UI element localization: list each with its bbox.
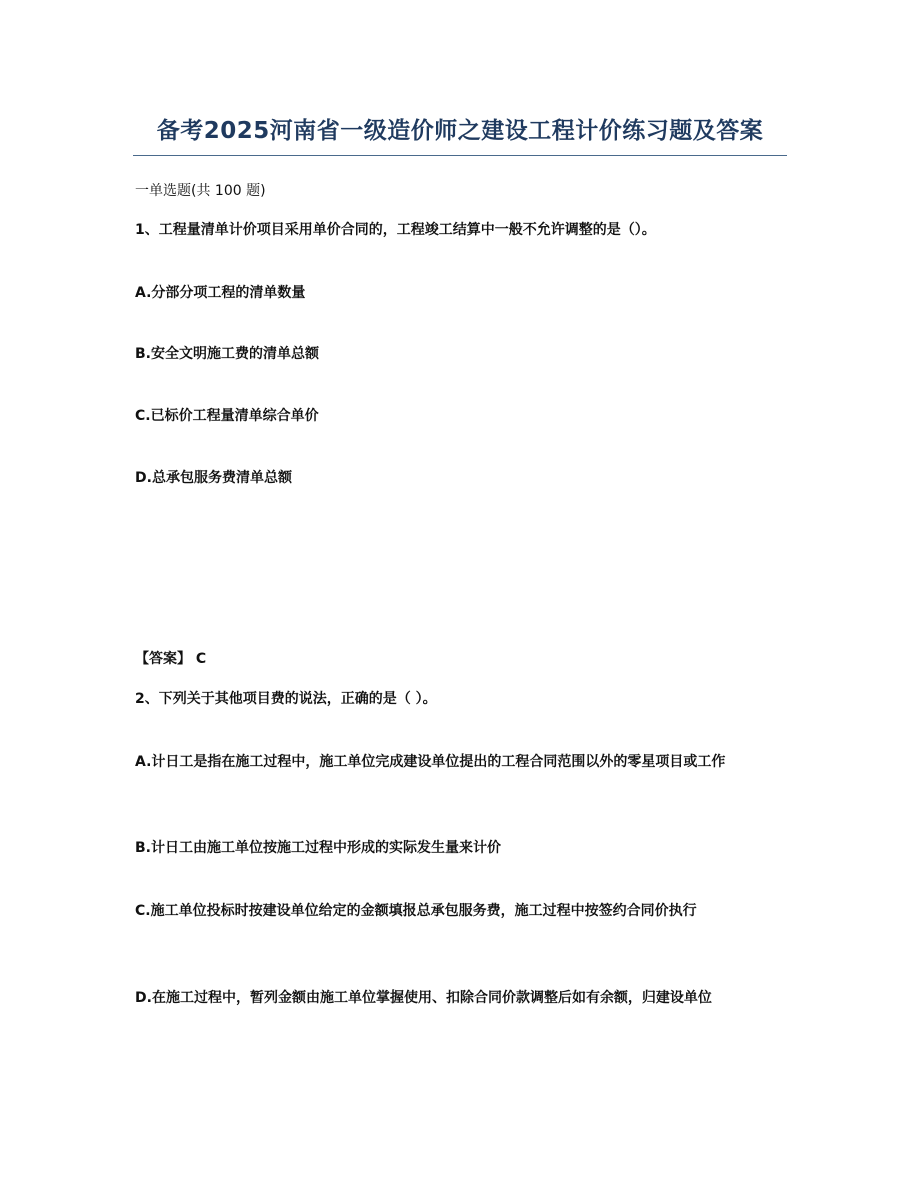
- question-1-option-c: C.已标价工程量清单综合单价: [135, 408, 319, 424]
- question-1-answer: 【答案】 C: [135, 651, 207, 667]
- question-1-option-d: D.总承包服务费清单总额: [135, 470, 292, 486]
- section-heading: 一单选题(共 100 题): [135, 183, 266, 199]
- question-2-option-d: D.在施工过程中，暂列金额由施工单位掌握使用、扣除合同价款调整后如有余额，归建设单位: [135, 990, 712, 1006]
- page-title: 备考2025河南省一级造价师之建设工程计价练习题及答案: [156, 118, 764, 144]
- question-2-stem: 2、下列关于其他项目费的说法，正确的是（ ）。: [135, 691, 437, 707]
- question-1-stem: 1、工程量清单计价项目采用单价合同的，工程竣工结算中一般不允许调整的是（）。: [135, 222, 656, 238]
- question-2-option-c: C.施工单位投标时按建设单位给定的金额填报总承包服务费，施工过程中按签约合同价执行: [135, 903, 697, 919]
- question-2-option-a: A.计日工是指在施工过程中，施工单位完成建设单位提出的工程合同范围以外的零星项目或工作: [135, 754, 726, 770]
- question-1-option-a: A.分部分项工程的清单数量: [135, 285, 306, 301]
- title-underline: [133, 155, 787, 156]
- question-1-option-b: B.安全文明施工费的清单总额: [135, 346, 319, 362]
- question-2-option-b: B.计日工由施工单位按施工过程中形成的实际发生量来计价: [135, 840, 501, 856]
